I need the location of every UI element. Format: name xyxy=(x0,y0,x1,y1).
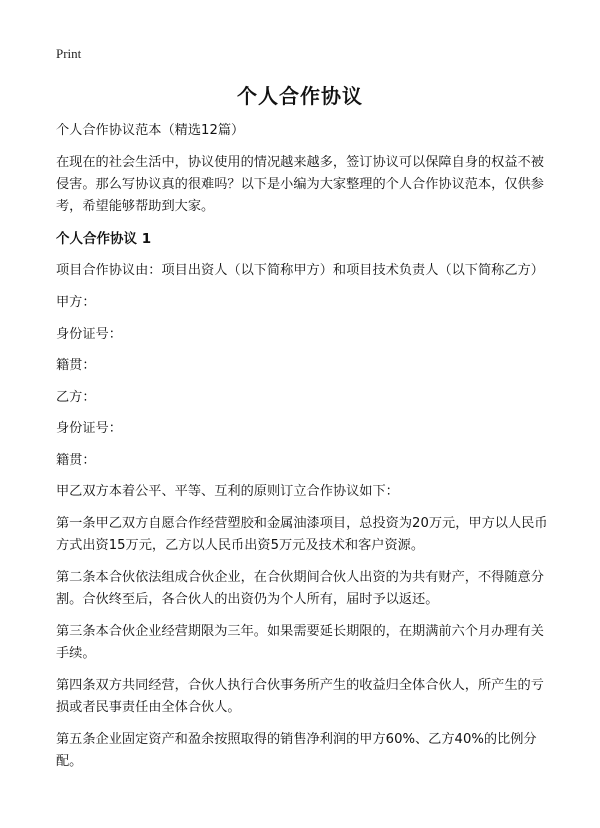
field-party-b: 乙方： xyxy=(56,389,96,405)
field-native-place-a: 籍贯： xyxy=(56,358,96,373)
document-body xyxy=(56,120,552,783)
field-party-a: 甲方： xyxy=(56,295,96,310)
clause-5: 第五条企业固定资产和盈余按照取得的销售净利润的甲方60%、乙方40%的比例分配。 xyxy=(56,732,537,769)
clause-1: 第一条甲乙双方自愿合作经营塑胶和金属油漆项目，总投资为20万元，甲方以人民币方式出资15万元，乙方以人民币出资5万元及技术和客户资源。 xyxy=(56,516,548,553)
print-link[interactable]: Print xyxy=(56,46,82,61)
page-title: 个人合作协议 xyxy=(237,84,363,108)
field-id-number-b: 身份证号： xyxy=(56,421,122,436)
field-id-number-a: 身份证号： xyxy=(56,326,122,342)
principle-paragraph: 甲乙双方本着公平、平等、互利的原则订立合作协议如下： xyxy=(56,484,399,499)
clause-4: 第四条双方共同经营，合伙人执行合伙事务所产生的收益归全体合伙人，所产生的亏损或者民事责任由全体合伙人。 xyxy=(56,678,544,715)
document-subtitle: 个人合作协议范本（精选12篇） xyxy=(56,123,245,138)
section-heading: 个人合作协议 1 xyxy=(56,231,152,247)
intro-paragraph: 在现在的社会生活中，协议使用的情况越来越多，签订协议可以保障自身的权益不被侵害。那么写协议真的很难吗？以下是小编为大家整理的个人合作协议范本，仅供参考，希望能够帮助到大家。 xyxy=(56,155,544,214)
clause-3: 第三条本合伙企业经营期限为三年。如果需要延长期限的，在期满前六个月办理有关手续。 xyxy=(56,624,544,661)
project-line: 项目合作协议由：项目出资人（以下简称甲方）和项目技术负责人（以下简称乙方） xyxy=(56,263,544,278)
field-native-place-b: 籍贯： xyxy=(56,452,96,468)
clause-2: 第二条本合伙依法组成合伙企业，在合伙期间合伙人出资的为共有财产，不得随意分割。合伙终至后，各合伙人的出资仍为个人所有，届时予以返还。 xyxy=(56,570,544,607)
